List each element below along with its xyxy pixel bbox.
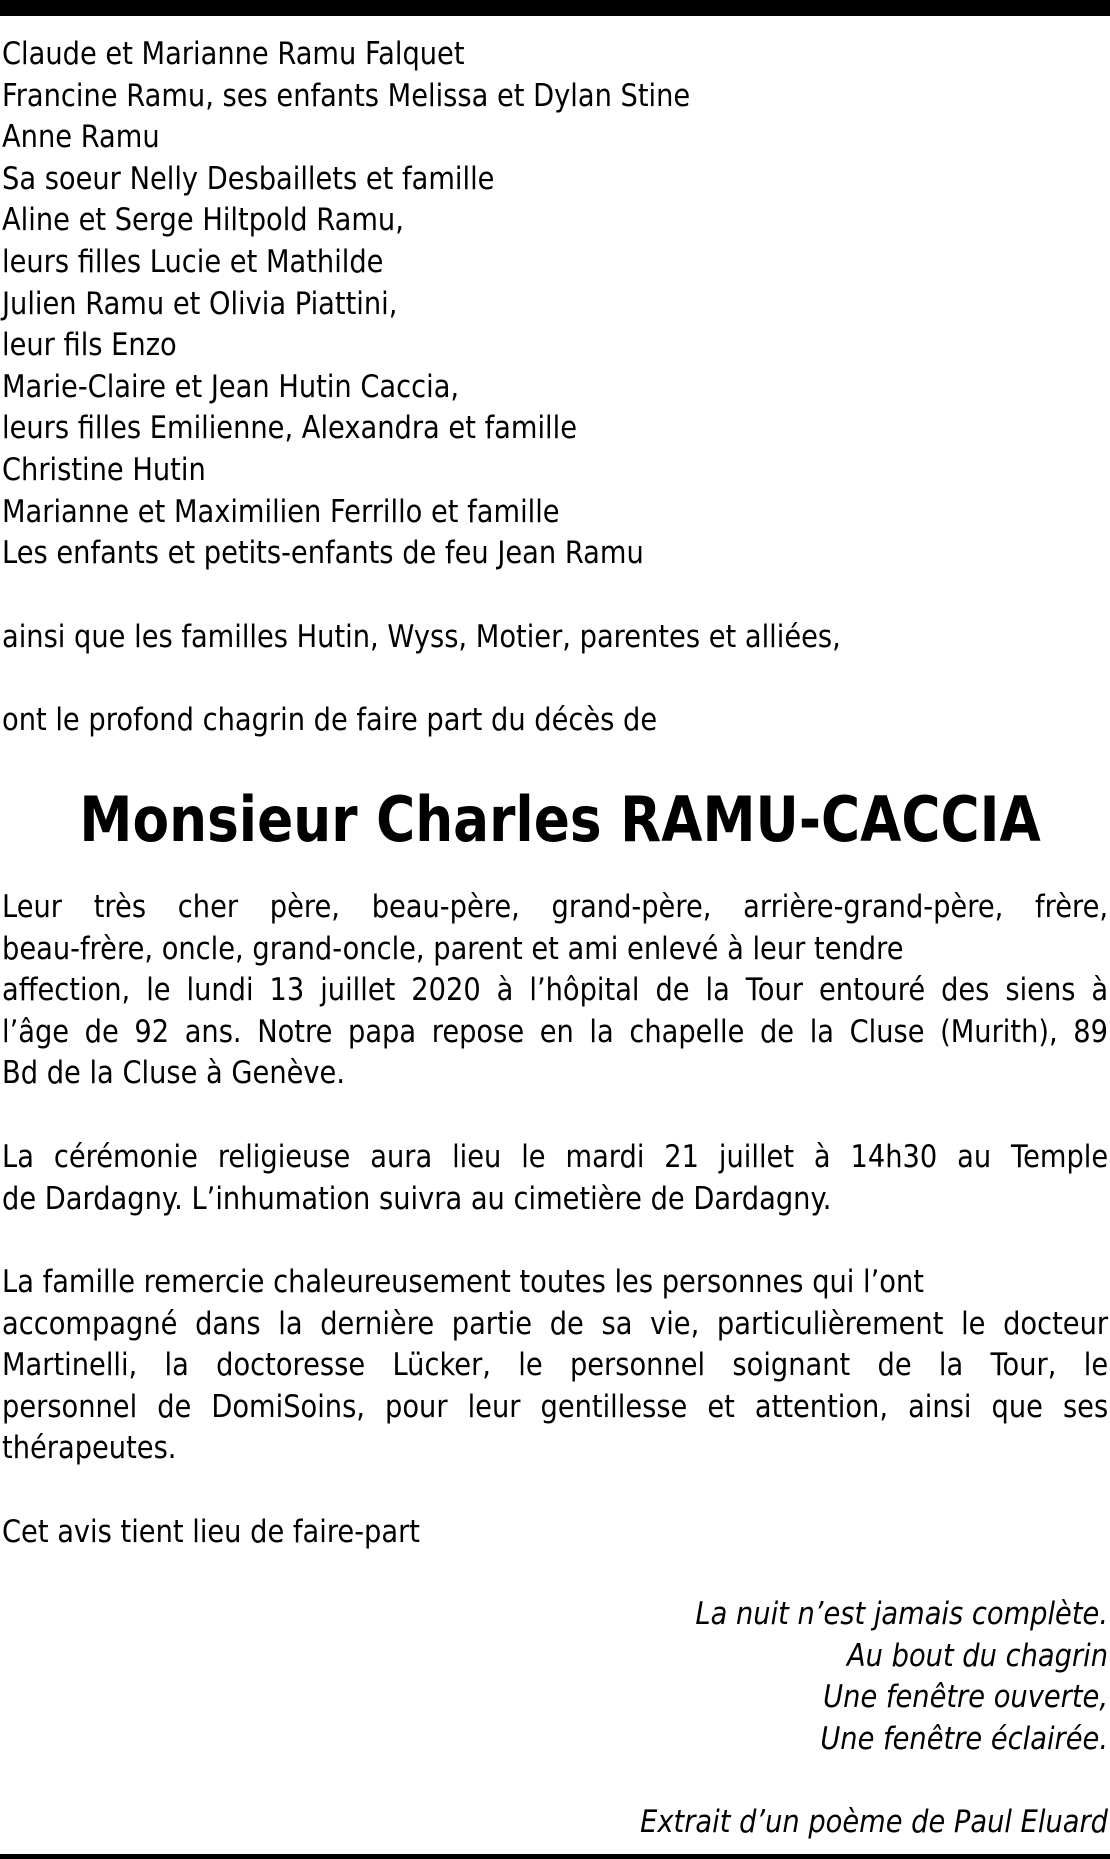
word: à bbox=[496, 972, 514, 1009]
word: de bbox=[549, 1305, 584, 1342]
word: soignant bbox=[732, 1347, 851, 1384]
word: père, bbox=[269, 889, 340, 925]
word: la bbox=[164, 1347, 189, 1384]
word: ans. bbox=[184, 1013, 242, 1050]
word: aura bbox=[370, 1139, 433, 1175]
poem-line: La nuit n’est jamais complète. bbox=[695, 1596, 1108, 1632]
word: de bbox=[655, 972, 690, 1009]
word: partie bbox=[451, 1305, 533, 1342]
justified-line-0 bbox=[2, 887, 1108, 929]
mourner-line: Marie-Claire et Jean Hutin Caccia, bbox=[2, 368, 460, 405]
mourner-line: Anne Ramu bbox=[2, 119, 160, 156]
word: le bbox=[961, 1305, 986, 1342]
mourner-line: Sa soeur Nelly Desbaillets et famille bbox=[2, 160, 495, 197]
word: 21 bbox=[664, 1139, 700, 1175]
word: personnel bbox=[569, 1347, 706, 1384]
word: affection, bbox=[2, 972, 131, 1009]
word: Tour, bbox=[990, 1347, 1057, 1384]
word: le bbox=[521, 1139, 546, 1175]
word: 2020 bbox=[411, 972, 481, 1009]
word: la bbox=[938, 1347, 964, 1384]
word: lieu bbox=[452, 1139, 502, 1175]
word: personnel bbox=[2, 1388, 138, 1425]
word: vie, bbox=[650, 1305, 700, 1342]
word: le bbox=[1083, 1347, 1109, 1384]
families-line: ainsi que les familles Hutin, Wyss, Motier, parentes et alliées, bbox=[2, 619, 841, 655]
word: la bbox=[278, 1305, 303, 1342]
deceased-name: Monsieur Charles RAMU-CACCIA bbox=[79, 783, 1041, 856]
word: le bbox=[518, 1347, 543, 1384]
word: chapelle bbox=[629, 1013, 745, 1050]
word: lundi bbox=[186, 972, 254, 1009]
word: Leur bbox=[2, 889, 63, 925]
word: Martinelli, bbox=[2, 1347, 138, 1384]
word: de bbox=[84, 1013, 119, 1050]
poem-credit-block bbox=[2, 1802, 1108, 1844]
text-line: thérapeutes. bbox=[2, 1430, 177, 1467]
word: la bbox=[589, 1013, 614, 1050]
word: (Murith), bbox=[940, 1013, 1058, 1050]
justified-line-3 bbox=[2, 1387, 1108, 1429]
justified-line-3 bbox=[2, 1012, 1108, 1054]
mourner-line: leurs filles Lucie et Mathilde bbox=[2, 243, 384, 280]
word: de bbox=[157, 1388, 192, 1425]
word: à bbox=[813, 1139, 831, 1175]
text-line: de Dardagny. L’inhumation suivra au cimetière de Dardagny. bbox=[2, 1180, 832, 1217]
word: dans bbox=[195, 1305, 261, 1342]
paragraph-ceremony bbox=[2, 1137, 1108, 1220]
paragraph-death-details bbox=[2, 887, 1108, 1095]
word: ainsi bbox=[908, 1388, 972, 1425]
mourner-line: Claude et Marianne Ramu Falquet bbox=[2, 36, 465, 72]
word: des bbox=[941, 972, 990, 1009]
text-line: Bd de la Cluse à Genève. bbox=[2, 1055, 346, 1092]
mourner-line: Christine Hutin bbox=[2, 451, 206, 488]
mourner-line: Les enfants et petits-enfants de feu Jean Ramu bbox=[2, 535, 644, 572]
word: papa bbox=[348, 1013, 417, 1050]
word: très bbox=[93, 889, 147, 925]
mourner-line: Francine Ramu, ses enfants Melissa et Dylan Stine bbox=[2, 77, 691, 114]
word: entouré bbox=[818, 972, 926, 1009]
text-line: La famille remercie chaleureusement toutes les personnes qui l’ont bbox=[2, 1264, 924, 1300]
word: 89 bbox=[1073, 1013, 1109, 1050]
poem-line: Une fenêtre éclairée. bbox=[820, 1720, 1108, 1757]
word: leur bbox=[467, 1388, 521, 1425]
word: mardi bbox=[565, 1139, 645, 1175]
justified-line-2 bbox=[2, 970, 1108, 1012]
word: accompagné bbox=[2, 1305, 178, 1342]
word: la bbox=[705, 972, 730, 1009]
word: Temple bbox=[1011, 1139, 1109, 1175]
word: à bbox=[1091, 972, 1109, 1009]
poem-line: Au bout du chagrin bbox=[847, 1637, 1108, 1674]
word: particulièrement bbox=[716, 1305, 944, 1342]
word: repose bbox=[431, 1013, 525, 1050]
word: que bbox=[991, 1388, 1043, 1425]
word: 92 bbox=[134, 1013, 170, 1050]
word: et bbox=[707, 1388, 735, 1425]
mourner-line: Aline et Serge Hiltpold Ramu, bbox=[2, 202, 404, 239]
word: frère, bbox=[1035, 889, 1109, 925]
word: DomiSoins, bbox=[211, 1388, 365, 1425]
word: ses bbox=[1062, 1388, 1109, 1425]
word: La bbox=[2, 1139, 34, 1175]
poem-credit: Extrait d’un poème de Paul Eluard bbox=[640, 1804, 1108, 1840]
text-line: beau-frère, oncle, grand-oncle, parent et ami enlevé à leur tendre bbox=[2, 930, 904, 967]
mourner-line: leur fils Enzo bbox=[2, 327, 177, 364]
poem bbox=[2, 1594, 1108, 1760]
justified-line-1 bbox=[2, 1304, 1108, 1346]
word: Cluse bbox=[849, 1013, 925, 1050]
top-rule bbox=[0, 0, 1110, 16]
mourner-line: leurs filles Emilienne, Alexandra et famille bbox=[2, 410, 577, 447]
word: l’âge bbox=[2, 1013, 70, 1050]
word: en bbox=[539, 1013, 574, 1050]
word: religieuse bbox=[217, 1139, 351, 1175]
announcement-line: ont le profond chagrin de faire part du décès de bbox=[2, 702, 658, 738]
word: cher bbox=[177, 889, 239, 925]
word: juillet bbox=[718, 1139, 795, 1175]
closing-line: Cet avis tient lieu de faire-part bbox=[2, 1514, 421, 1550]
justified-line-0 bbox=[2, 1137, 1108, 1179]
obituary-notice bbox=[2, 34, 1109, 1840]
word: la bbox=[809, 1013, 834, 1050]
justified-line-2 bbox=[2, 1345, 1108, 1387]
word: sa bbox=[601, 1305, 633, 1342]
word: de bbox=[759, 1013, 795, 1050]
mourner-line: Marianne et Maximilien Ferrillo et famille bbox=[2, 493, 560, 530]
word: gentillesse bbox=[540, 1388, 688, 1425]
word: de bbox=[877, 1347, 912, 1384]
word: l’hôpital bbox=[529, 972, 640, 1009]
word: le bbox=[146, 972, 171, 1009]
word: dernière bbox=[320, 1305, 435, 1342]
word: docteur bbox=[1003, 1305, 1109, 1342]
word: cérémonie bbox=[53, 1139, 198, 1175]
word: au bbox=[957, 1139, 992, 1175]
word: attention, bbox=[754, 1388, 889, 1425]
poem-line: Une fenêtre ouverte, bbox=[823, 1679, 1108, 1716]
word: Notre bbox=[257, 1013, 333, 1050]
word: beau-père, bbox=[371, 889, 520, 925]
word: Tour bbox=[745, 972, 804, 1009]
word: doctoresse bbox=[216, 1347, 366, 1384]
mourners-list bbox=[2, 34, 1108, 575]
word: Lücker, bbox=[392, 1347, 491, 1384]
word: siens bbox=[1005, 972, 1076, 1009]
word: 13 bbox=[269, 972, 305, 1009]
word: juillet bbox=[320, 972, 396, 1009]
word: 14h30 bbox=[850, 1139, 938, 1175]
word: grand-père, bbox=[551, 889, 712, 925]
word: arrière-grand-père, bbox=[743, 889, 1004, 925]
mourner-line: Julien Ramu et Olivia Piattini, bbox=[2, 285, 398, 322]
word: pour bbox=[385, 1388, 448, 1425]
bottom-rule bbox=[0, 1854, 1110, 1859]
paragraph-thanks bbox=[2, 1262, 1108, 1470]
